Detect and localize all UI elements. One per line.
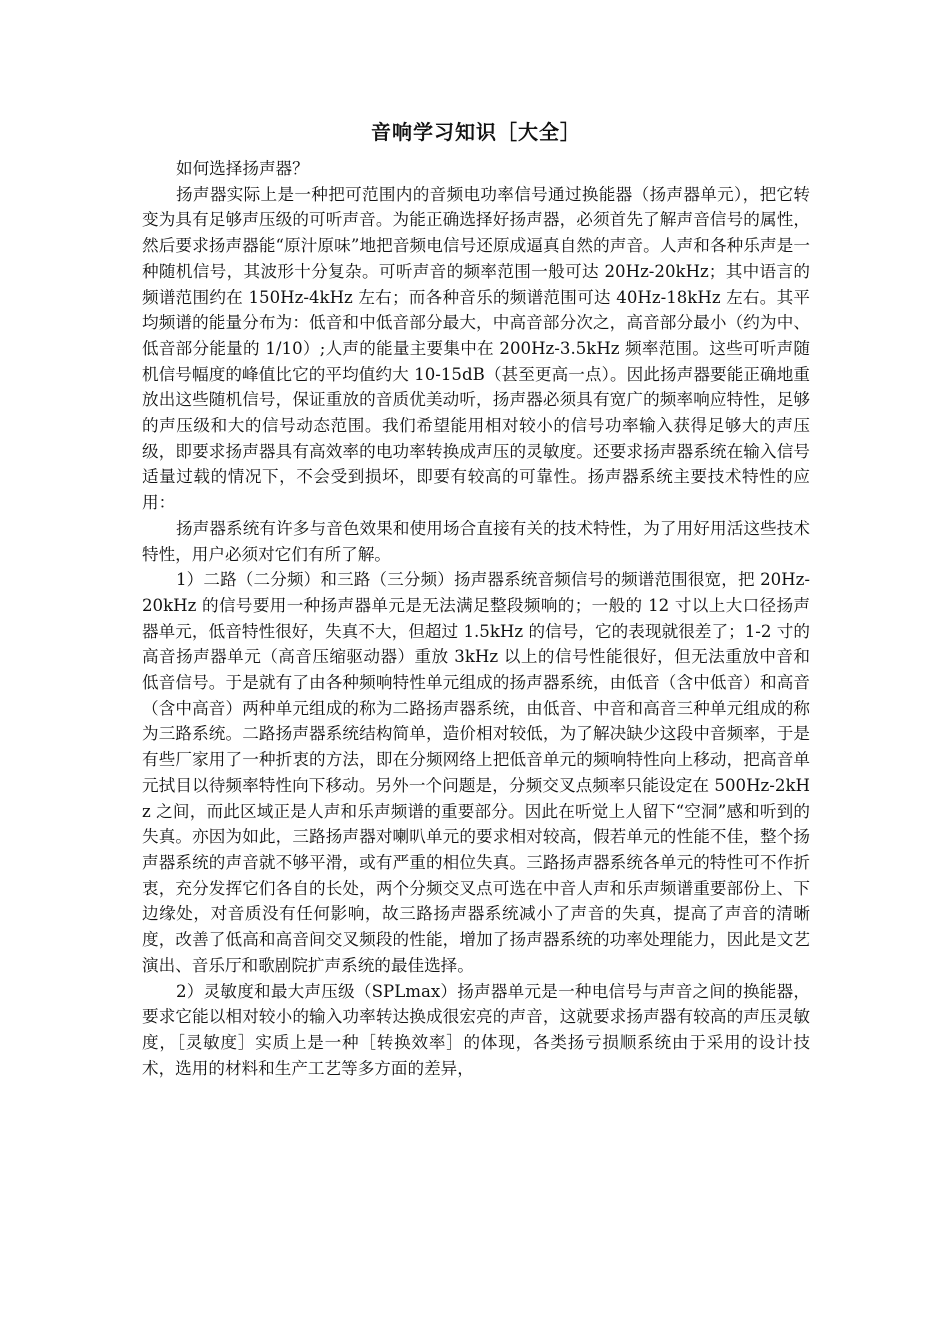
paragraph-sensitivity: 2）灵敏度和最大声压级（SPLmax）扬声器单元是一种电信号与声音之间的换能器，要求它能以相对较小的输入功率转达换成很宏亮的声音，这就要求扬声器有较高的声压灵敏度，［灵敏度］实质上是一种［转换效率］的体现，各类扬亏损顺系统由于采用的设计技术，选用的材料和生产工艺等多方面的差异， [142,981,810,1078]
section-heading: 如何选择扬声器？ [176,159,309,178]
paragraph-intro: 扬声器实际上是一种把可范围内的音频电功率信号通过换能器（扬声器单元），把它转变为具有足够声压级的可听声音。为能正确选择好扬声器，必须首先了解声音信号的属性，然后要求扬声器能“原汁原味”地把音频电信号还原成逼真自然的声音。人声和各种乐声是一种随机信号，其波形十分复杂。可听声音的频率范围一般可达 20Hz-20kHz；其中语言的频谱范围约在 150Hz-4kHz 左右；而各种音乐的频谱范围可达 40Hz-18kHz 左右。其平均频谱的能量分布为：低音和中低音部分最大，中高音部分次之，高音部分最小（约为中、低音部分能量的 1/10）;人声的能量主要集中在 200Hz-3.5kHz 频率范围。这些可听声随机信号幅度的峰值比它的平均值约大 10-15dB（甚至更高一点）。因此扬声器要能正确地重放出这些随机信号，保证重放的音质优美动听，扬声器必须具有宽广的频率响应特性，足够的声压级和大的信号动态范围。我们希望能用相对较小的信号功率输入获得足够大的声压级，即要求扬声器具有高效率的电功率转换成声压的灵敏度。还要求扬声器系统在输入信号适量过载的情况下，不会受到损坏，即要有较高的可靠性。扬声器系统主要技术特性的应用： [142,184,810,513]
paragraph-features: 扬声器系统有许多与音色效果和使用场合直接有关的技术特性，为了用好用活这些技术特性，用户必须对它们有所了解。 [142,518,810,564]
paragraph-two-way-three-way: 1）二路（二分频）和三路（三分频）扬声器系统音频信号的频谱范围很宽，把 20Hz-20kHz 的信号要用一种扬声器单元是无法满足整段频响的；一般的 12 寸以上大口径扬声器单元，低音特性很好，失真不大，但超过 1.5kHz 的信号，它的表现就很差了；1-2 寸的高音扬声器单元（高音压缩驱动器）重放 3kHz 以上的信号性能很好，但无法重放中音和低音信号。于是就有了由各种频响特性单元组成的扬声器系统，由低音（含中低音）和高音（含中高音）两种单元组成的称为二路扬声器系统，由低音、中音和高音三种单元组成的称为三路系统。二路扬声器系统结构简单，造价相对较低，为了解决缺少这段中音频率，于是有些厂家用了一种折衷的方法，即在分频网络上把低音单元的频响特性向上移动，把高音单元拭目以待频率特性向下移动。另外一个问题是，分频交叉点频率只能设定在 500Hz-2kHz 之间，而此区域正是人声和乐声频谱的重要部分。因此在听觉上人留下“空洞”感和听到的失真。亦因为如此，三路扬声器对喇叭单元的要求相对较高，假若单元的性能不佳，整个扬声器系统的声音就不够平滑，或有严重的相位失真。三路扬声器系统各单元的特性可不作折衷，充分发挥它们各自的长处，两个分频交叉点可选在中音人声和乐声频谱重要部份上、下边缘处，对音质没有任何影响，故三路扬声器系统减小了声音的失真，提高了声音的清晰度，改善了低高和高音间交叉频段的性能，增加了扬声器系统的功率处理能力，因此是文艺演出、音乐厅和歌剧院扩声系统的最佳选择。 [142,570,810,975]
document-page [142,118,810,1081]
document-title: 音响学习知识［大全］ [371,120,581,144]
